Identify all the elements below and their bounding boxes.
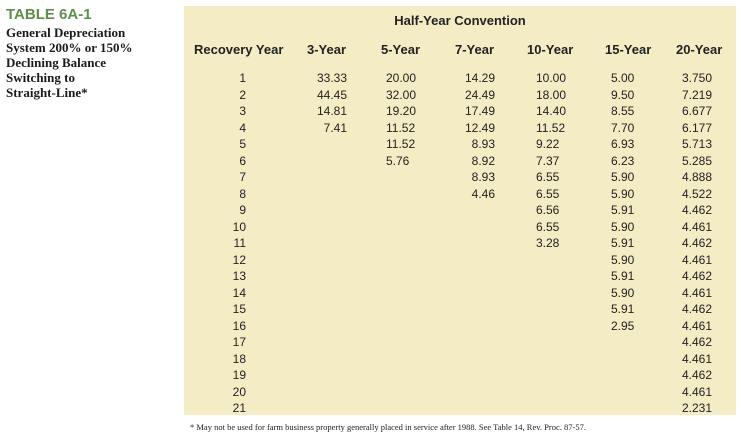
table-description <box>6 25 176 100</box>
table-cell: 9 <box>239 203 246 217</box>
column-3-year <box>302 70 347 136</box>
table-cell: 5.90 <box>611 285 635 300</box>
table-cell: 3.28 <box>536 236 560 250</box>
table-cell: 11.52 <box>386 120 416 135</box>
table-cell: 7.37 <box>536 153 560 168</box>
table-cell: 19 <box>232 368 246 382</box>
table-cell: 4.462 <box>682 335 713 349</box>
table-cell: 10 <box>232 219 246 234</box>
column-5-year <box>386 70 431 169</box>
table-cell: 5.90 <box>611 170 635 184</box>
table-cell: 24.49 <box>464 87 495 102</box>
table-cell: 4.461 <box>682 252 713 267</box>
table-cell: 6.177 <box>682 120 713 135</box>
table-cell: 4.462 <box>682 302 713 316</box>
table-cell: 8 <box>239 186 246 201</box>
table-cell: 12.49 <box>464 120 495 135</box>
table-cell: 6.55 <box>536 219 560 234</box>
table-cell: 4.522 <box>682 186 713 201</box>
table-cell: 2.231 <box>682 401 713 415</box>
footnote: * May not be used for farm business property generally placed in service after 1988. See Table 14, Rev. Proc. 87-57. <box>190 422 586 432</box>
table-cell: 5 <box>239 137 246 151</box>
column-10-year <box>536 70 581 252</box>
table-cell: 6.55 <box>536 186 560 201</box>
description-line: Straight-Line* <box>6 85 88 100</box>
table-cell: 12 <box>232 252 246 267</box>
table-cell: 6.55 <box>536 170 560 184</box>
column-15-year <box>611 70 656 334</box>
description-line: System 200% or 150% <box>6 40 133 55</box>
table-cell: 11 <box>233 236 246 250</box>
table-cell: 3 <box>239 104 246 118</box>
table-title: TABLE 6A-1 <box>6 6 92 23</box>
column-20-year <box>682 70 727 417</box>
table-cell: 4.461 <box>682 351 713 366</box>
table-cell: 2 <box>239 87 246 102</box>
table-cell: 8.93 <box>471 137 495 151</box>
table-cell: 11.52 <box>536 120 566 135</box>
table-cell: 4.462 <box>682 269 713 283</box>
table-cell: 7.41 <box>323 120 347 135</box>
table-cell: 7.70 <box>611 120 635 135</box>
table-cell: 5.91 <box>611 302 635 316</box>
table-cell: 5.713 <box>682 137 713 151</box>
table-cell: 8.92 <box>471 153 495 168</box>
table-cell: 20 <box>232 384 246 399</box>
table-cell: 5.90 <box>611 219 635 234</box>
table-cell: 4.461 <box>682 384 713 399</box>
table-cell: 3.750 <box>682 71 713 85</box>
table-cell: 4.461 <box>682 285 713 300</box>
table-cell: 6.677 <box>682 104 713 118</box>
header-20-year: 20-Year <box>676 42 723 57</box>
table-cell: 11.52 <box>386 137 416 151</box>
header-5-year: 5-Year <box>381 42 421 57</box>
table-cell: 17 <box>232 335 246 349</box>
table-cell: 1 <box>239 71 246 85</box>
header-10-year: 10-Year <box>527 42 574 57</box>
table-cell: 18.00 <box>536 87 567 102</box>
table-cell: 13 <box>232 269 246 283</box>
table-cell: 4.888 <box>682 170 713 184</box>
table-cell: 9.22 <box>536 137 560 151</box>
table-cell: 4.462 <box>682 368 713 382</box>
table-cell: 20.00 <box>386 71 417 85</box>
table-cell: 5.91 <box>611 269 635 283</box>
description-line: Declining Balance <box>6 55 107 70</box>
table-cell: 7.219 <box>682 87 713 102</box>
column-recovery-year <box>206 70 246 417</box>
table-cell: 15 <box>232 302 246 316</box>
table-cell: 14 <box>232 285 246 300</box>
table-cell: 5.91 <box>611 203 635 217</box>
table-cell: 10.00 <box>536 71 567 85</box>
table-cell: 8.55 <box>611 104 635 118</box>
table-cell: 9.50 <box>611 87 635 102</box>
table-cell: 14.40 <box>536 104 567 118</box>
description-line: Switching to <box>6 70 75 85</box>
header-15-year: 15-Year <box>605 42 652 57</box>
table-cell: 2.95 <box>611 318 635 333</box>
table-cell: 4.46 <box>471 186 495 201</box>
table-cell: 44.45 <box>316 87 347 102</box>
table-cell: 6 <box>239 153 246 168</box>
table-cell: 17.49 <box>464 104 495 118</box>
table-cell: 5.00 <box>611 71 635 85</box>
depreciation-table <box>184 6 736 415</box>
header-3-year: 3-Year <box>307 42 347 57</box>
table-cell: 8.93 <box>471 170 495 184</box>
table-cell: 6.56 <box>536 203 560 217</box>
table-cell: 4.461 <box>682 318 713 333</box>
table-cell: 5.76 <box>386 153 410 168</box>
table-cell: 18 <box>232 351 246 366</box>
table-cell: 4.462 <box>682 236 713 250</box>
table-cell: 4 <box>239 120 246 135</box>
table-cell: 21 <box>232 401 246 415</box>
table-cell: 5.285 <box>682 153 713 168</box>
header-7-year: 7-Year <box>455 42 495 57</box>
column-7-year <box>450 70 495 202</box>
table-cell: 5.91 <box>611 236 635 250</box>
table-cell: 33.33 <box>316 71 347 85</box>
table-cell: 32.00 <box>386 87 417 102</box>
table-cell: 7 <box>239 170 246 184</box>
table-cell: 4.461 <box>682 219 713 234</box>
convention-title: Half-Year Convention <box>394 13 526 28</box>
table-cell: 14.29 <box>464 71 495 85</box>
table-cell: 4.462 <box>682 203 713 217</box>
table-cell: 5.90 <box>611 252 635 267</box>
table-cell: 5.90 <box>611 186 635 201</box>
header-recovery-year: Recovery Year <box>194 42 284 57</box>
description-line: General Depreciation <box>6 25 126 40</box>
table-cell: 6.93 <box>611 137 635 151</box>
table-cell: 19.20 <box>386 104 417 118</box>
table-cell: 16 <box>232 318 246 333</box>
table-caption <box>6 6 176 100</box>
table-cell: 6.23 <box>611 153 635 168</box>
table-cell: 14.81 <box>316 104 347 118</box>
